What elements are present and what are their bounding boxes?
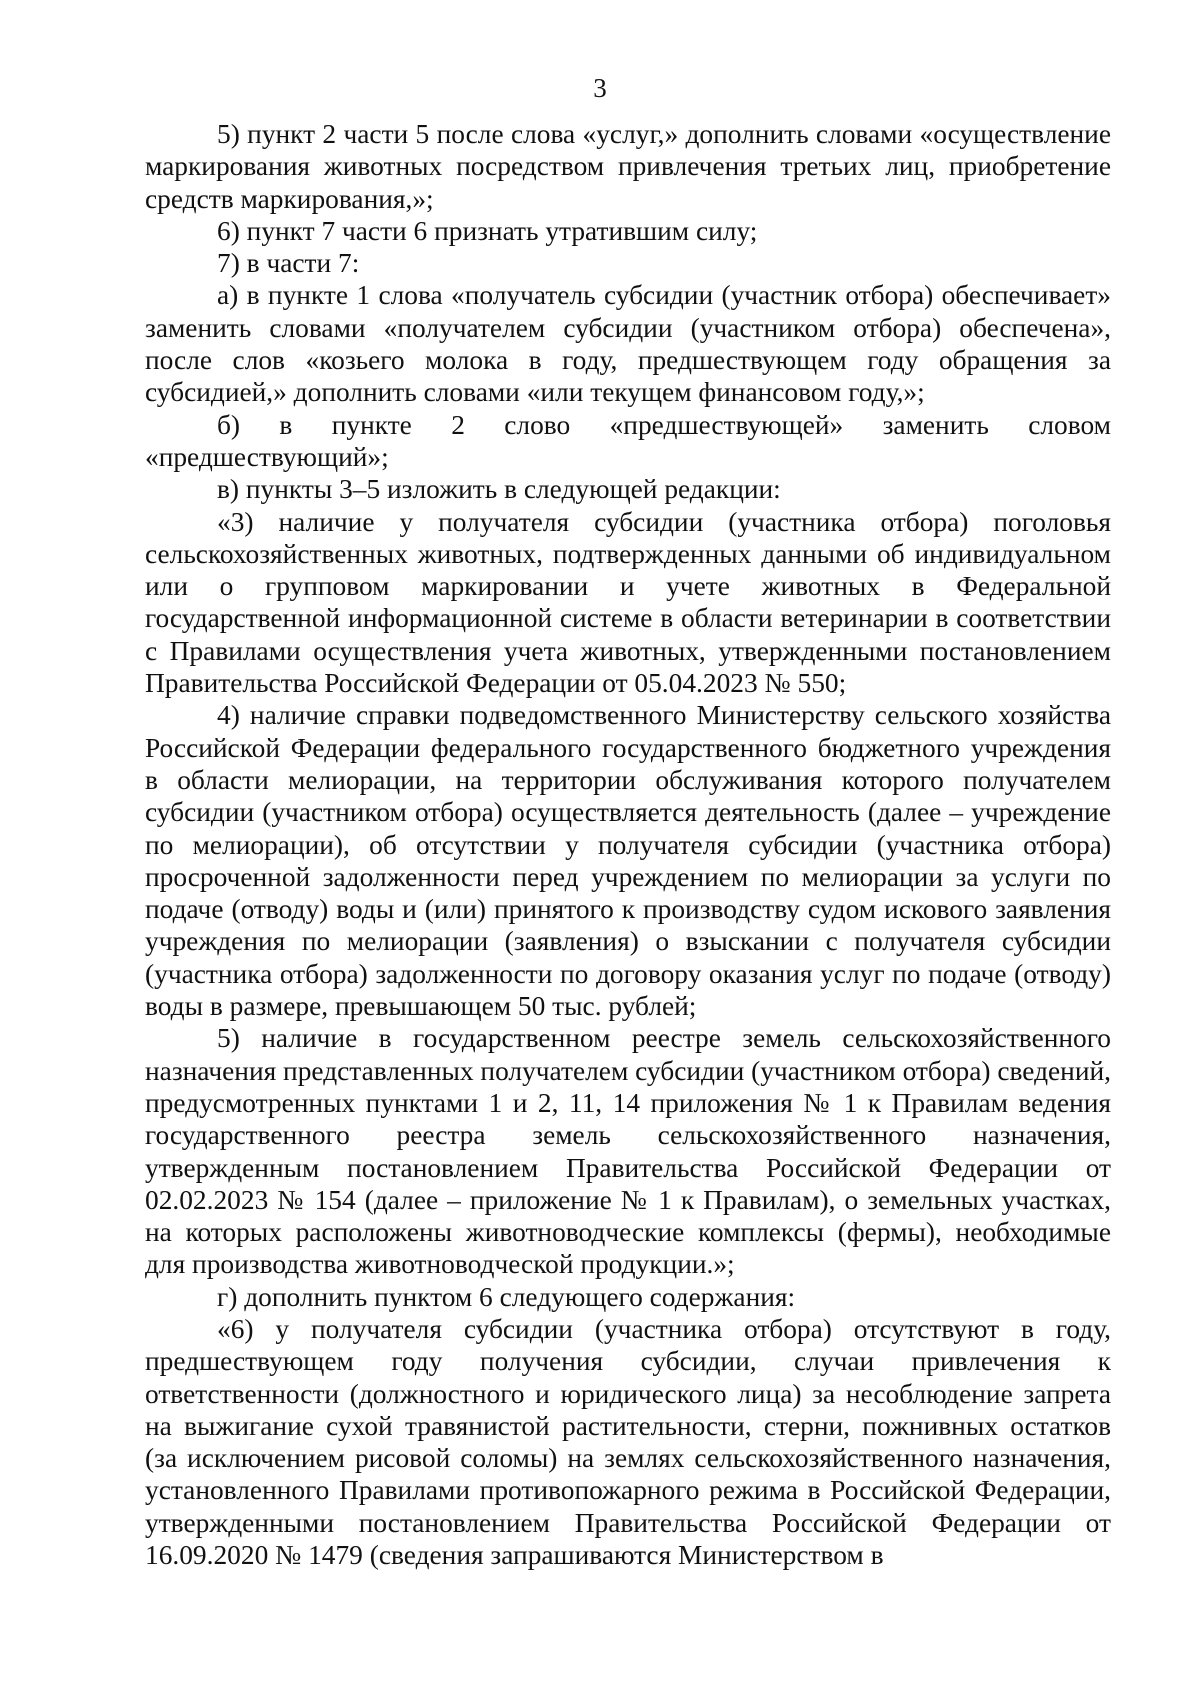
- paragraph-quoted-item-4: 4) наличие справки подведомственного Министерству сельского хозяйства Российской Федерации федерального государственного бюджетного учреждения в области мелиорации, на территории обслуживания которого получателем субсидии (участником отбора) осуществляется деятельность (далее – учреждение по мелиорации), об отсутствии у получателя субсидии (участника отбора) просроченной задолженности перед учреждением по мелиорации за услуги по подаче (отводу) воды и (или) принятого к производству судом искового заявления учреждения по мелиорации (заявления) о взыскании с получателя субсидии (участника отбора) задолженности по договору оказания услуг по подаче (отводу) воды в размере, превышающем 50 тыс. рублей;: [145, 700, 1111, 1022]
- document-body: [145, 118, 1111, 1571]
- paragraph-quoted-item-6: «6) у получателя субсидии (участника отбора) отсутствуют в году, предшествующем году получения субсидии, случаи привлечения к ответственности (должностного и юридического лица) за несоблюдение запрета на выжигание сухой травянистой растительности, стерни, пожнивных остатков (за исключением рисовой соломы) на землях сельскохозяйственного назначения, установленного Правилами противопожарного режима в Российской Федерации, утвержденными постановлением Правительства Российской Федерации от 16.09.2020 № 1479 (сведения запрашиваются Министерством в: [145, 1313, 1111, 1571]
- paragraph-item-5: 5) пункт 2 части 5 после слова «услуг,» дополнить словами «осуществление маркирования животных посредством привлечения третьих лиц, приобретение средств маркирования,»;: [145, 119, 1111, 214]
- paragraph-quoted-item-5: 5) наличие в государственном реестре земель сельскохозяйственного назначения представленных получателем субсидии (участником отбора) сведений, предусмотренных пунктами 1 и 2, 11, 14 приложения № 1 к Правилам ведения государственного реестра земель сельскохозяйственного назначения, утвержденным постановлением Правительства Российской Федерации от 02.02.2023 № 154 (далее – приложение № 1 к Правилам), о земельных участках, на которых расположены животноводческие комплексы (фермы), необходимые для производства животноводческой продукции.»;: [145, 1023, 1111, 1280]
- paragraph-subitem-b: б) в пункте 2 слово «предшествующей» заменить словом «предшествующий»;: [145, 409, 1111, 472]
- page-number: 3: [593, 73, 607, 103]
- paragraph-subitem-g: г) дополнить пунктом 6 следующего содержания:: [217, 1281, 796, 1312]
- paragraph-subitem-a: а) в пункте 1 слова «получатель субсидии (участник отбора) обеспечивает» заменить словами «получателем субсидии (участником отбора) обеспечена», после слов «козьего молока в году, предшествующем году обращения за субсидией,» дополнить словами «или текущем финансовом году,»;: [145, 280, 1111, 408]
- paragraph-item-7: 7) в части 7:: [217, 248, 360, 279]
- paragraph-subitem-v: в) пункты 3–5 изложить в следующей редакции:: [217, 474, 781, 505]
- paragraph-quoted-item-3: «3) наличие у получателя субсидии (участника отбора) поголовья сельскохозяйственных животных, подтвержденных данными об индивидуальном или о групповом маркировании и учете животных в Федеральной государственной информационной системе в области ветеринарии в соответствии с Правилами осуществления учета животных, утвержденными постановлением Правительства Российской Федерации от 05.04.2023 № 550;: [145, 506, 1111, 699]
- paragraph-item-6: 6) пункт 7 части 6 признать утратившим силу;: [217, 215, 758, 246]
